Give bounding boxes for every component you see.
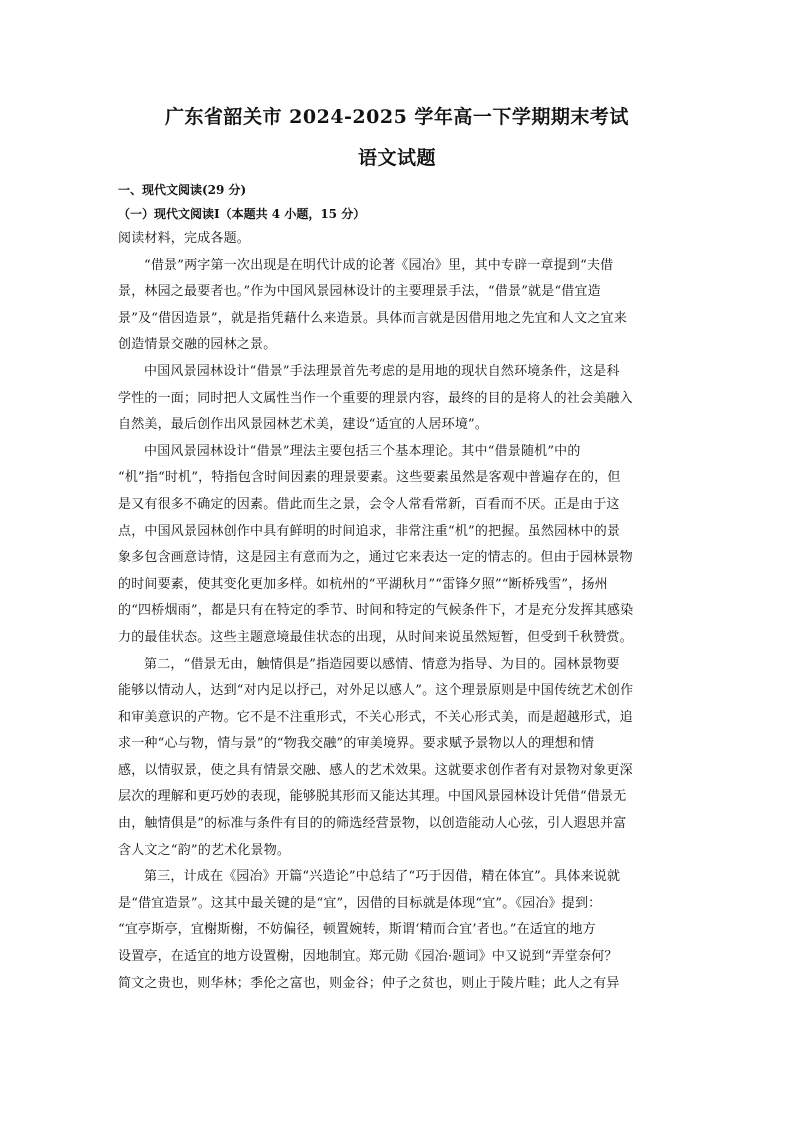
- text-line: 学性的一面；同时把人文属性当作一个重要的理景内容，最终的目的是将人的社会美融入: [118, 390, 633, 406]
- text-line: 是又有很多不确定的因素。借此而生之景，会令人常看常新，百看而不厌。正是由于这: [118, 496, 620, 512]
- text-line: 和审美意识的产物。它不是不注重形式，不关心形式，不关心形式美，而是超越形式，追: [118, 709, 633, 725]
- text-line: 感，以情驭景，使之具有情景交融、感人的艺术效果。这就要求创作者有对景物对象更深: [118, 762, 633, 778]
- text-line: 自然美，最后创作出风景园林艺术美，建设“适宜的人居环境”。: [118, 417, 489, 433]
- text-line: 是“借宜造景”。这其中最关键的是“宜”，因借的目标就是体现“宜”。《园冶》提到：: [118, 895, 602, 911]
- text-line: 创造情景交融的园林之景。: [118, 337, 277, 353]
- document-title: 广东省韶关市 2024-2025 学年高一下学期期末考试: [165, 106, 629, 128]
- text-line: 第三，计成在《园冶》开篇“兴造论”中总结了“巧于因借，精在体宜”。具体来说就: [144, 869, 621, 885]
- text-line: 力的最佳状态。这些主题意境最佳状态的出现，从时间来说虽然短暂，但受到千秋赞赏。: [118, 629, 633, 645]
- text-line: 能够以情动人，达到“对内足以抒己，对外足以感人”。这个理景原则是中国传统艺术创作: [118, 683, 634, 699]
- text-line: 的“四桥烟雨”，都是只有在特定的季节、时间和特定的气候条件下，才是充分发挥其感染: [118, 603, 634, 619]
- text-line: 象多包含画意诗情，这是园主有意而为之，通过它来表达一定的情志的。但由于园林景物: [118, 550, 633, 566]
- text-line: 设置亭，在适宜的地方设置榭，因地制宜。郑元勋《园冶·题词》中又说到“弄堂奈何？: [118, 949, 618, 965]
- text-line: 求一种“心与物，情与景”的“物我交融”的审美境界。要求赋予景物以人的理想和情: [118, 736, 595, 752]
- section-heading: 一、现代文阅读(29 分): [118, 183, 247, 197]
- text-line: 的时间要素，使其变化更加多样。如杭州的“平湖秋月”“雷锋夕照”“断桥残雪”，扬州: [118, 576, 608, 592]
- text-line: 第二，“借景无由，触情俱是”指造园要以感情、情意为指导、为目的。园林景物要: [144, 656, 620, 672]
- text-line: 层次的理解和更巧妙的表现，能够脱其形而又能达其理。中国风景园林设计凭借“借景无: [118, 789, 627, 805]
- text-line: “借景”两字第一次出现是在明代计成的论著《园冶》里，其中专辟一章提到“夫借: [144, 257, 614, 273]
- subsection-heading: （一）现代文阅读Ⅰ（本题共 4 小题，15 分）: [118, 207, 366, 221]
- text-line: 中国风景园林设计“借景”手法理景首先考虑的是用地的现状自然环境条件，这是科: [144, 363, 620, 379]
- text-line: 由，触情俱是”的标准与条件有目的的筛选经营景物，以创造能动人心弦，引人遐思并富: [118, 816, 627, 832]
- text-line: 含人文之“韵”的艺术化景物。: [118, 842, 291, 858]
- text-line: 景”及“借因造景”，就是指凭藉什么来造景。具体而言就是因借用地之先宜和人文之宜来: [118, 310, 627, 326]
- text-line: “机”指“时机”，特指包含时间因素的理景要素。这些要素虽然是客观中普遍存在的，但: [118, 470, 621, 486]
- text-line: 点，中国风景园林创作中具有鲜明的时间追求，非常注重“机”的把握。虽然园林中的景: [118, 523, 621, 539]
- document-subtitle: 语文试题: [357, 147, 436, 169]
- text-line: 简文之贵也，则华林；季伦之富也，则金谷；仲子之贫也，则止于陵片畦；此人之有异: [118, 975, 620, 991]
- text-line: 景，林园之最要者也。”作为中国风景园林设计的主要理景手法，“借景”就是“借宜造: [118, 284, 601, 300]
- text-line: 中国风景园林设计“借景”理法主要包括三个基本理论。其中“借景随机”中的: [144, 443, 581, 459]
- instruction-text: 阅读材料，完成各题。: [118, 231, 251, 246]
- document-body: [118, 178, 678, 997]
- text-line: “宜亭斯亭，宜榭斯榭，不妨偏径，顿置婉转，斯谓‘精而合宜’者也。”在适宜的地方: [118, 922, 596, 938]
